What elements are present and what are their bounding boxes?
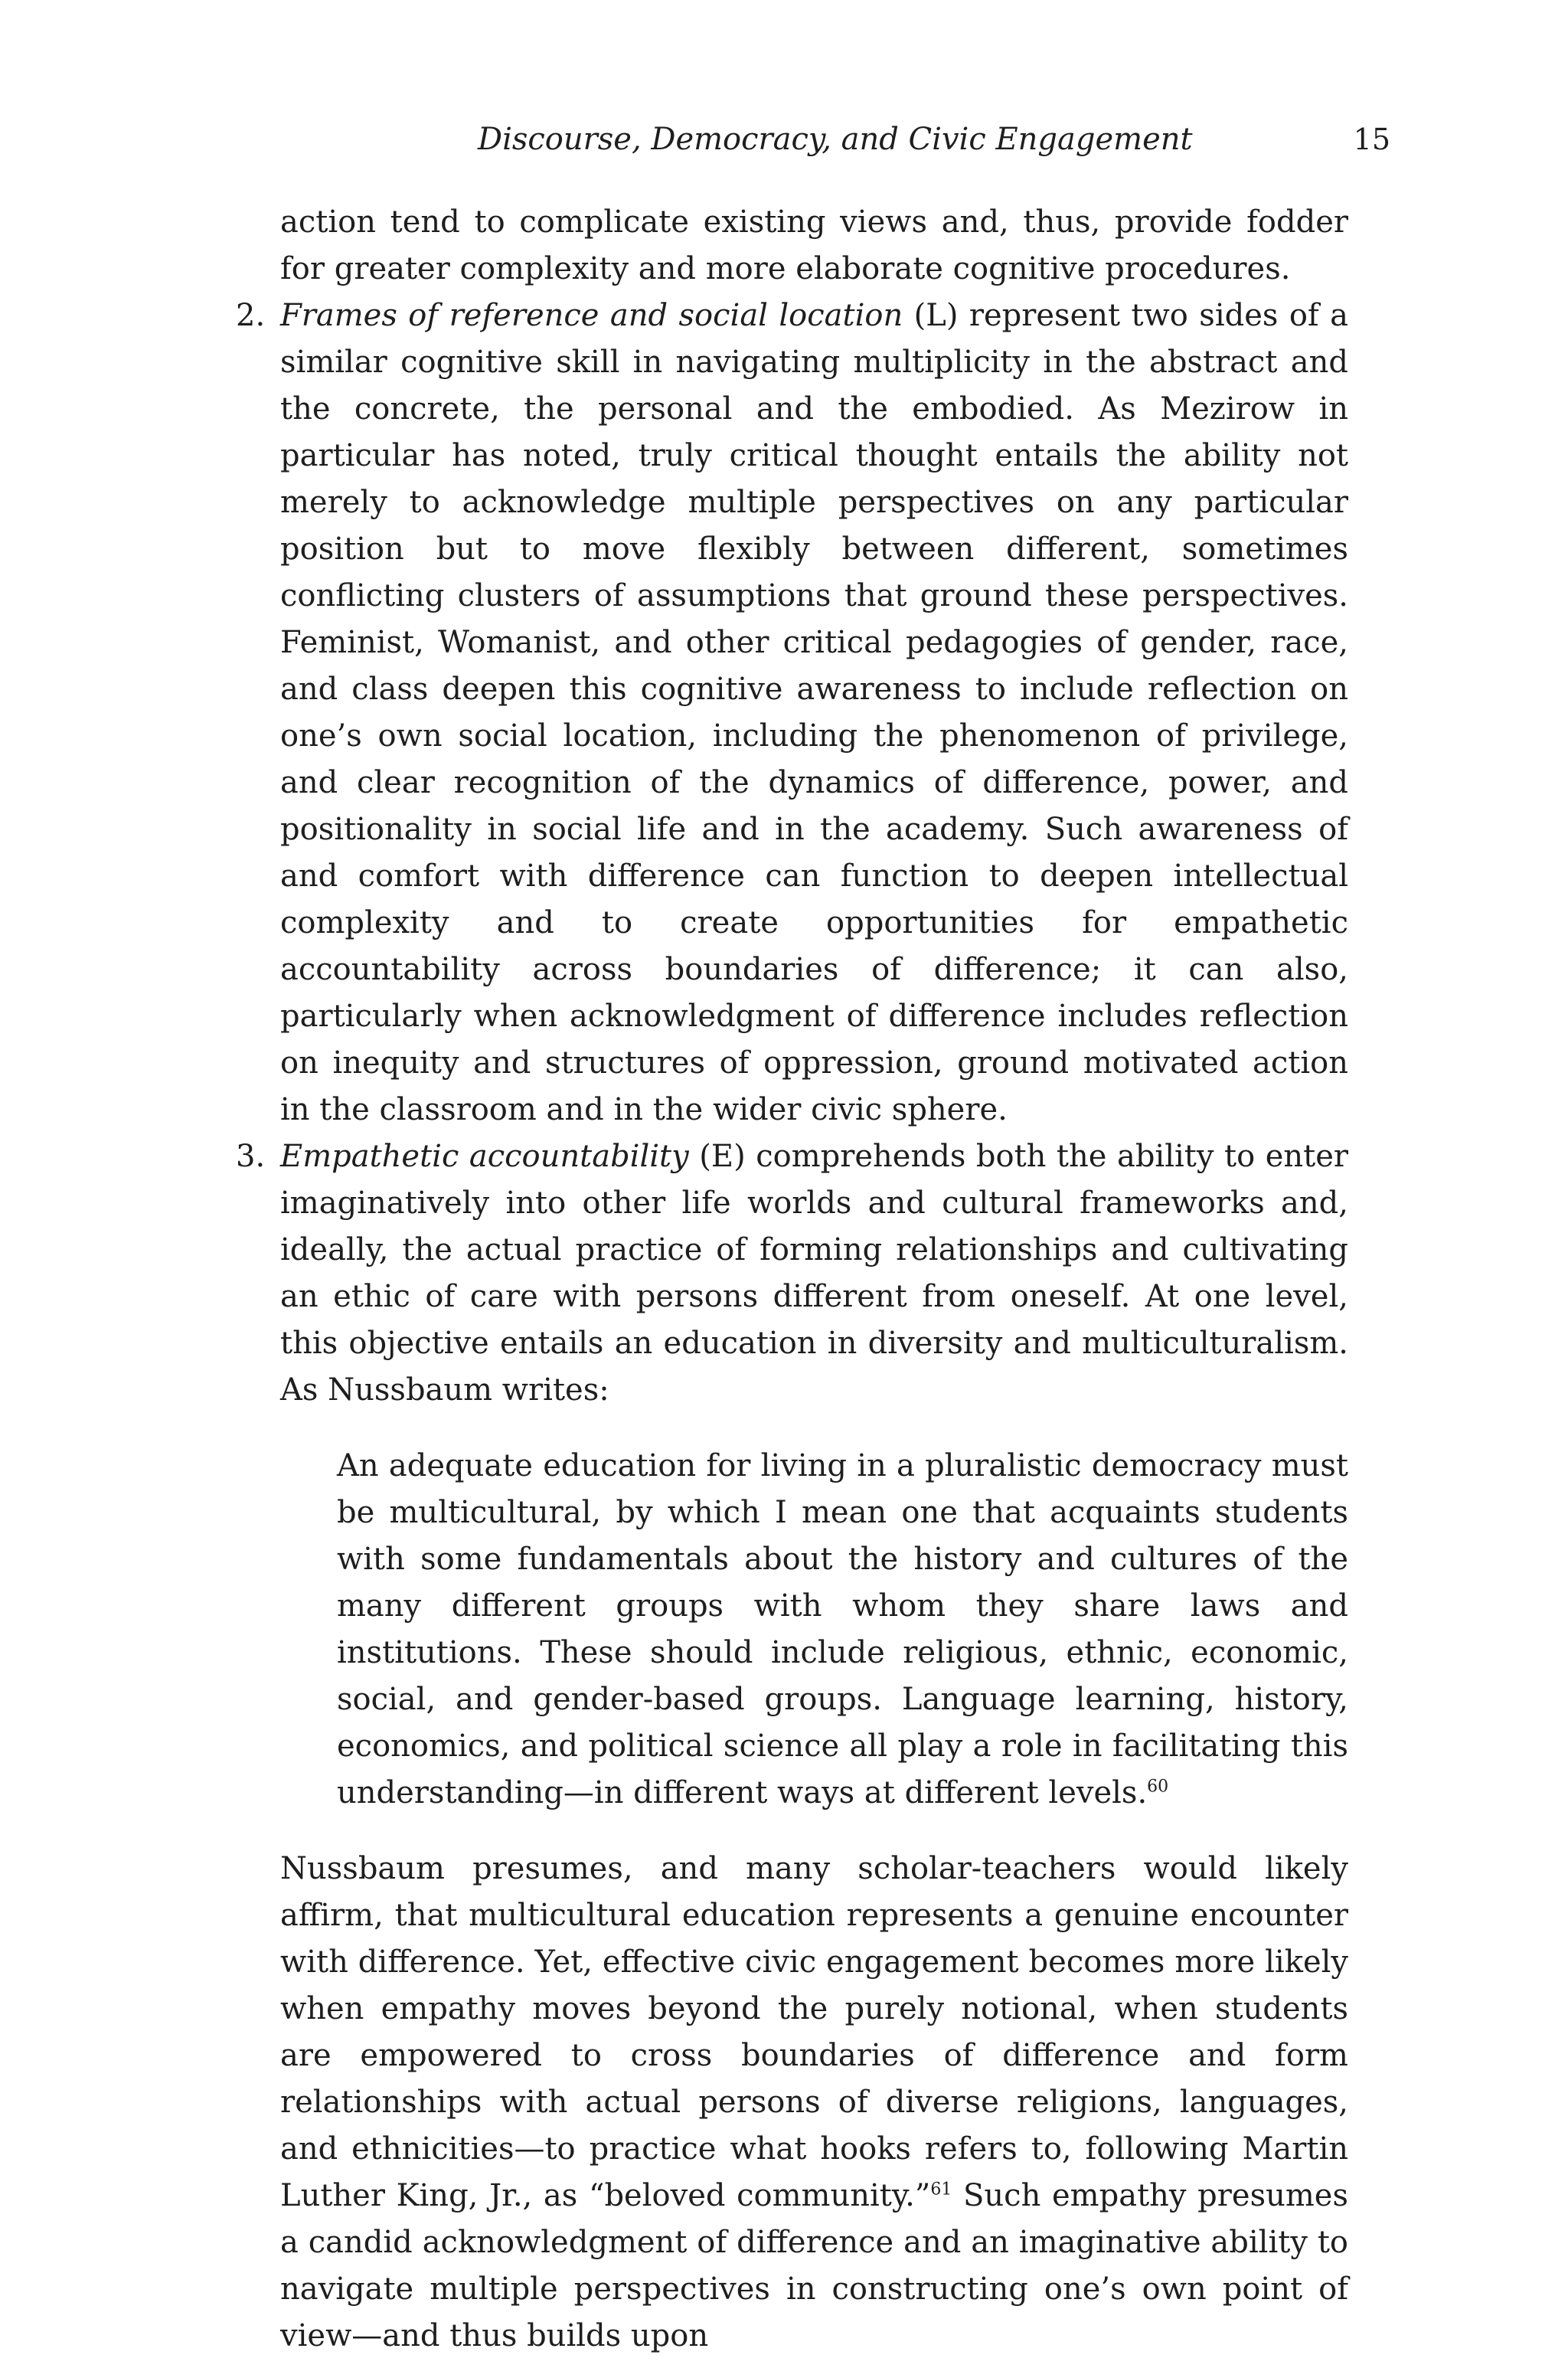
quote-text: An adequate education for living in a pluralistic democracy must be multicultural, by which I mean one that acquaints students with some fundamentals about the history and cultures of the many different groups with whom they share laws and institutions. These should include religious, ethnic, economic, social, and gender-based groups. Language learning, history, economics, and political science all play a role in facilitating this understanding—in different ways at different levels. <box>337 1448 1348 1810</box>
body-text <box>236 199 1348 2360</box>
list-number: 2. <box>236 298 266 333</box>
running-head: Discourse, Democracy, and Civic Engagement <box>478 122 1193 157</box>
list-number: 3. <box>236 1139 266 1174</box>
closing-text-continued: Such empathy presumes a candid acknowledgment of difference and an imaginative ability to navigate multiple perspectives in constructing one’s own point of view—and thus builds upon <box>280 2178 1348 2353</box>
list-term: Empathetic accountability <box>280 1139 689 1174</box>
footnote-ref: 60 <box>1147 1777 1169 1797</box>
list-item-3 <box>236 1133 1348 1414</box>
intro-paragraph: action tend to complicate existing views and, thus, provide fodder for greater complexity and more elaborate cognitive procedures. <box>280 204 1348 286</box>
list-term: Frames of reference and social location <box>280 298 903 333</box>
closing-text: Nussbaum presumes, and many scholar-teachers would likely affirm, that multicultural education represents a genuine encounter with difference. Yet, effective civic engagement becomes more likely when empathy moves beyond the purely notional, when students are empowered to cross boundaries of difference and form relationships with actual persons of diverse religions, languages, and ethnicities—to practice what hooks refers to, following Martin Luther King, Jr., as “beloved community.” <box>280 1851 1348 2213</box>
list-item-2 <box>236 293 1348 1133</box>
list-text: (E) comprehends both the ability to enter imaginatively into other life worlds and cultural frameworks and, ideally, the actual practice of forming relationships and cultivating an ethic of care with persons different from oneself. At one level, this objective entails an education in diversity and multiculturalism. As Nussbaum writes: <box>280 1139 1348 1408</box>
page-number: 15 <box>1353 123 1390 156</box>
list-text: (L) represent two sides of a similar cognitive skill in navigating multiplicity in the abstract and the concrete, the personal and the embodied. As Mezirow in particular has noted, truly critical thought entails the ability not merely to acknowledge multiple perspectives on any particular position but to move flexibly between different, sometimes conflicting clusters of assumptions that ground these perspectives. Feminist, Womanist, and other critical pedagogies of gender, race, and class deepen this cognitive awareness to include reflection on one’s own social location, including the phenomenon of privilege, and clear recognition of the dynamics of difference, power, and positionality in social life and in the academy. Such awareness of and comfort with difference can function to deepen intellectual complexity and to create opportunities for empathetic accountability across boundaries of difference; it can also, particularly when acknowledgment of difference includes reflection on inequity and structures of oppression, ground motivated action in the classroom and in the wider civic sphere. <box>280 298 1348 1127</box>
closing-paragraph <box>280 1846 1348 2360</box>
footnote-ref: 61 <box>930 2180 952 2200</box>
block-quote <box>337 1443 1348 1817</box>
